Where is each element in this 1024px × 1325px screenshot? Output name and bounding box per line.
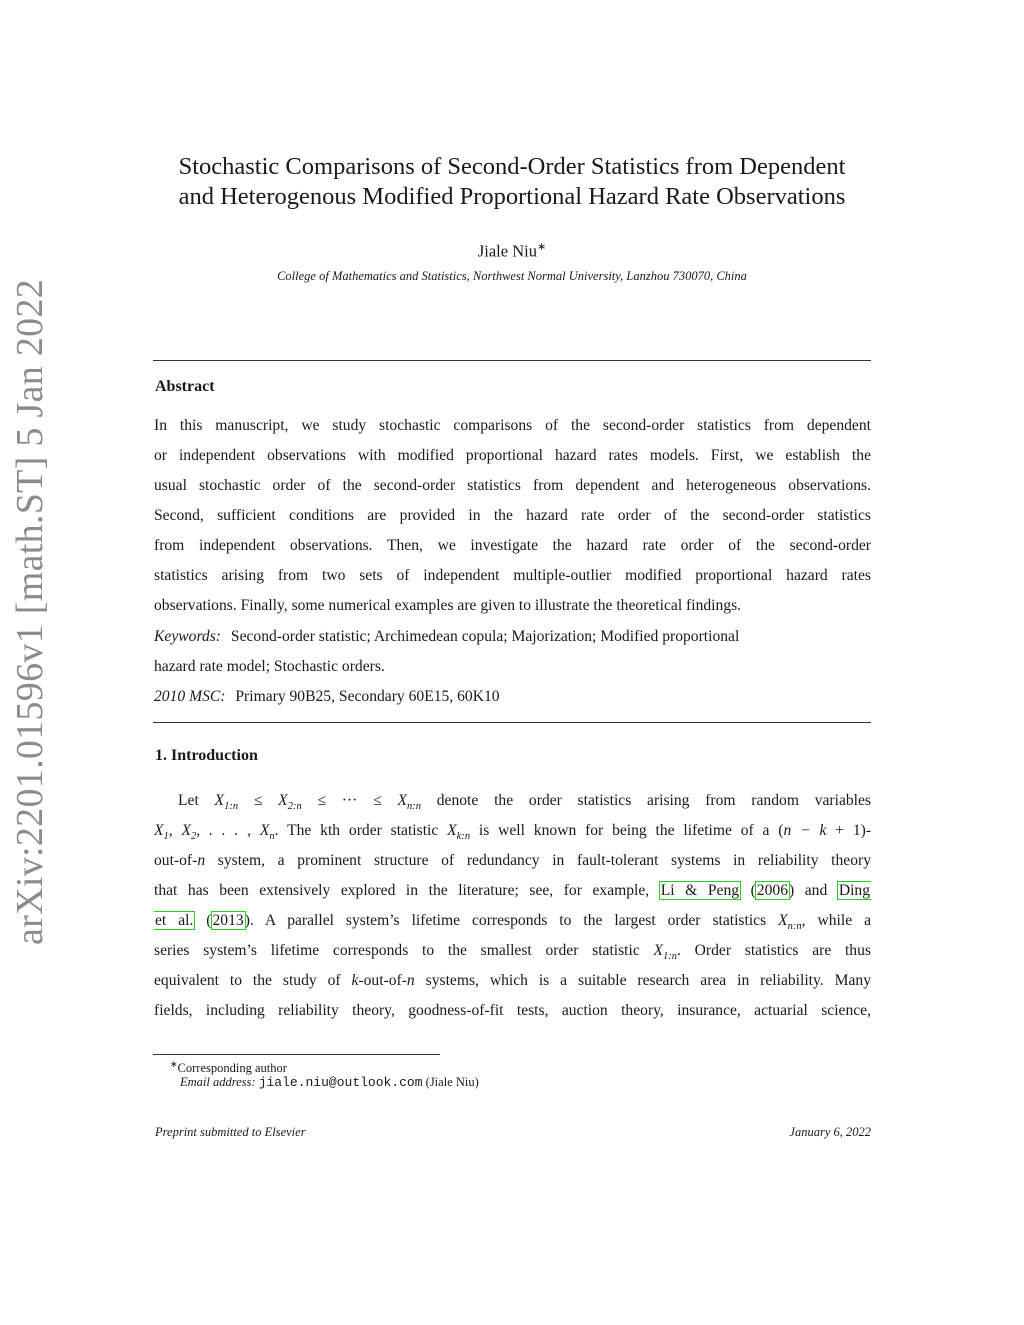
introduction-heading: 1. Introduction	[155, 747, 258, 764]
math-xnn: $X_{n:n}$	[397, 792, 421, 813]
intro-line-8: fields, including reliability theory, goodness-of-fit tests, auction theory, insurance, actuarial science,	[154, 1002, 871, 1019]
abstract-line: Second, sufficient conditions are provided in the hazard rate order of the second-order statistics	[154, 507, 871, 524]
intro-line-5: et al. (2013). A parallel system’s lifetime corresponds to the largest order statistics $X_{n:n}$, while a	[155, 912, 871, 933]
abstract-line: In this manuscript, we study stochastic comparisons of the second-order statistics from dependent	[154, 417, 871, 434]
keywords-line-1	[154, 622, 871, 652]
citation-li-peng-year[interactable]: 2006	[756, 882, 788, 899]
author	[0, 240, 1024, 262]
intro-line-7: equivalent to the study of k-out-of-n systems, which is a suitable research area in reliability. Many	[154, 972, 871, 989]
introduction-body	[154, 786, 871, 1026]
abstract-line: or independent observations with modified proportional hazard rates models. First, we establish the	[154, 447, 871, 464]
footnote-email	[180, 1075, 479, 1090]
preprint-date: January 6, 2022	[789, 1125, 871, 1139]
email-address[interactable]: jiale.niu@outlook.com	[258, 1075, 423, 1090]
abstract-heading: Abstract	[155, 378, 215, 395]
author-name: Jiale Niu	[477, 241, 537, 261]
keywords-label: Keywords:	[154, 628, 221, 645]
citation-ding-year[interactable]: 2013	[212, 912, 244, 929]
math-x-list: $X_1$, $X_2$, . . . , $X_n$	[154, 822, 275, 843]
email-label: Email address:	[180, 1075, 256, 1089]
intro-line-2: $X_1$, $X_2$, . . . , $X_n$. The kth order statistic $X_{k:n}$ is well known for being the lifetime of a (n − k + 1)-	[154, 822, 871, 843]
abstract-line: usual stochastic order of the second-order statistics from dependent and heterogeneous observations.	[154, 477, 871, 494]
intro-line-3: out-of-n system, a prominent structure of redundancy in fault-tolerant systems in reliability theory	[154, 852, 871, 869]
title-line-2: and Heterogenous Modified Proportional Hazard Rate Observations	[178, 183, 846, 210]
citation-ding[interactable]: Ding	[838, 882, 870, 899]
affiliation: College of Mathematics and Statistics, Northwest Normal University, Lanzhou 730070, China	[277, 269, 747, 283]
citation-ding-etal[interactable]: et al.	[155, 912, 194, 929]
citation-li-peng[interactable]: Li & Peng	[660, 882, 740, 899]
intro-line-4: that has been extensively explored in the literature; see, for example, Li & Peng (2006) and Ding	[154, 882, 870, 899]
msc-line	[154, 682, 871, 712]
abstract-top-rule	[153, 360, 871, 361]
intro-line-1: Let $X_{1:n} \le X_{2:n}$ ≤ ··· ≤ $X_{n:n}$ denote the order statistics arising from random variables	[178, 792, 871, 813]
abstract-body	[154, 411, 871, 621]
arxiv-identifier: arXiv:2201.01596v1 [math.ST] 5 Jan 2022	[9, 278, 51, 945]
keywords-block	[154, 622, 871, 712]
abstract-line: statistics arising from two sets of independent multiple-outlier modified proportional hazard rates	[154, 567, 871, 584]
footnote-rule	[153, 1054, 440, 1055]
author-footnote-mark: ∗	[536, 241, 547, 253]
title-line-1: Stochastic Comparisons of Second-Order Statistics from Dependent	[178, 153, 846, 180]
math-xkn: $X_{k:n}$	[447, 822, 471, 843]
footnote-corresponding: ∗Corresponding author	[170, 1059, 287, 1076]
abstract-line: observations. Finally, some numerical examples are given to illustrate the theoretical findings.	[154, 597, 742, 614]
paper-title	[100, 152, 924, 212]
math-xnn-largest: $X_{n:n}$	[778, 912, 802, 933]
msc-label: 2010 MSC:	[154, 688, 226, 705]
email-owner: (Jiale Niu)	[425, 1075, 479, 1089]
math-x1n-smallest: $X_{1:n}$	[653, 942, 678, 963]
keywords-line-2: hazard rate model; Stochastic orders.	[154, 658, 385, 675]
intro-line-6: series system’s lifetime corresponds to the smallest order statistic $X_{1:n}$. Order statistics are thus	[154, 942, 871, 963]
math-x2n: $X_{2:n}$	[278, 792, 302, 813]
math-x1n: $X_{1:n}$	[214, 792, 239, 813]
msc-text: Primary 90B25, Secondary 60E15, 60K10	[235, 688, 500, 705]
abstract-line: from independent observations. Then, we investigate the hazard rate order of the second-order	[154, 537, 871, 554]
math-n-k-1: n − k	[783, 822, 827, 839]
keywords-text-1: Second-order statistic; Archimedean copula; Majorization; Modified proportional	[230, 628, 740, 645]
preprint-note: Preprint submitted to Elsevier	[155, 1125, 306, 1139]
abstract-bottom-rule	[153, 722, 871, 723]
